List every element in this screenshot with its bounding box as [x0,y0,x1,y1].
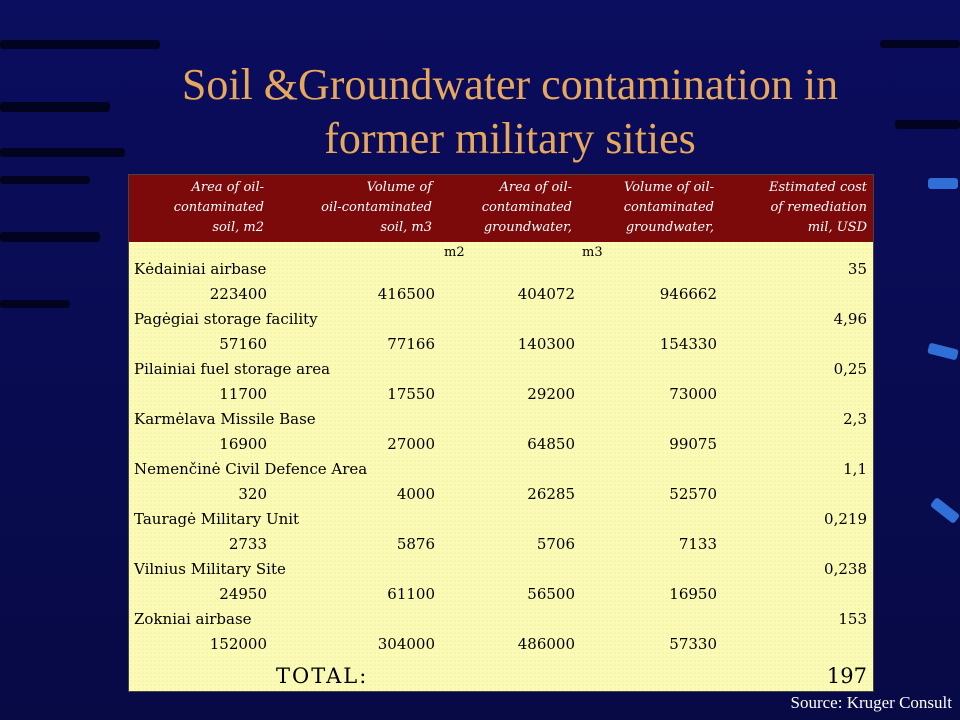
site-values-row [129,382,873,407]
table-cell: 7133 [678,535,717,553]
table-cell: 61100 [387,585,435,603]
table-cell: 304000 [377,635,435,653]
header-line: Estimated cost [769,180,867,195]
header-cell-remediation-cost [714,178,867,240]
table-cell: 404072 [517,285,575,303]
site-name-row [129,357,873,382]
decorative-stripe [0,40,160,49]
site-name-row [129,257,873,282]
table-cell: 57330 [669,635,717,653]
header-cell-soil-volume [264,178,432,240]
table-cell: 320 [238,485,267,503]
table-cell: 154330 [659,335,717,353]
decorative-stripe [0,176,90,184]
decorative-stripe [0,300,70,308]
site-name: Pagėgiai storage facility [134,310,318,328]
table-cell: 64850 [527,435,575,453]
table-cell: 99075 [669,435,717,453]
site-name: Nemenčinė Civil Defence Area [134,460,368,478]
table-cell: 27000 [387,435,435,453]
table-cell: 73000 [669,385,717,403]
header-line: mil, USD [807,220,867,235]
total-label: TOTAL: [276,664,369,688]
header-line: Area of oil- [191,180,264,195]
source-note: Source: Kruger Consult [790,693,952,712]
decorative-stripe [0,148,125,157]
decorative-stripe [880,40,960,48]
slide-title [110,58,910,166]
table-cell: 5706 [536,535,575,553]
table-cell: 24950 [219,585,267,603]
table-cell: 486000 [517,635,575,653]
table-cell: 140300 [517,335,575,353]
site-name: Zokniai airbase [134,610,252,628]
header-line: contaminated [623,200,714,215]
site-name-row [129,457,873,482]
remediation-cost: 1,1 [843,460,867,478]
decorative-stripe [0,232,100,242]
table-cell: 4000 [396,485,435,503]
site-name: Pilainiai fuel storage area [134,360,331,378]
header-line: Volume of oil- [623,180,714,195]
remediation-cost: 153 [838,610,867,628]
remediation-cost: 0,238 [824,560,867,578]
total-row [129,661,873,691]
header-line: Volume of [366,180,432,195]
site-values-row [129,532,873,557]
site-values-row [129,332,873,357]
header-cell-soil-area [129,178,264,240]
title-line-2: former military sities [324,114,696,163]
table-cell: 16900 [219,435,267,453]
header-line: contaminated [481,200,572,215]
table-cell: 223400 [209,285,267,303]
site-values-row [129,432,873,457]
site-values-row [129,632,873,657]
header-line: Area of oil- [499,180,572,195]
contamination-table [128,174,874,692]
table-cell: 416500 [377,285,435,303]
table-cell: 77166 [387,335,435,353]
site-name-row [129,407,873,432]
decorative-stripe [0,102,110,112]
site-name-row [129,557,873,582]
site-values-row [129,282,873,307]
remediation-cost: 0,219 [824,510,867,528]
decorative-mark [927,343,959,361]
table-cell: 5876 [396,535,435,553]
remediation-cost: 2,3 [843,410,867,428]
site-values-row [129,482,873,507]
unit-label-groundwater-volume: m3 [582,245,603,260]
header-cell-groundwater-volume [572,178,714,240]
remediation-cost: 0,25 [833,360,867,378]
table-cell: 16950 [669,585,717,603]
decorative-mark [930,497,960,524]
table-cell: 17550 [387,385,435,403]
table-cell: 52570 [669,485,717,503]
site-name: Kėdainiai airbase [134,260,267,278]
table-cell: 11700 [219,385,267,403]
remediation-cost: 4,96 [833,310,867,328]
site-name: Karmėlava Missile Base [134,410,316,428]
site-name: Vilnius Military Site [134,560,286,578]
site-name-row [129,607,873,632]
header-line: oil-contaminated [321,200,432,215]
header-line: contaminated [173,200,264,215]
header-line: of remediation [770,200,867,215]
table-cell: 57160 [219,335,267,353]
unit-label-groundwater-area: m2 [444,245,465,260]
table-cell: 946662 [659,285,717,303]
site-name: Tauragė Military Unit [134,510,300,528]
header-line: groundwater, [483,220,572,235]
table-cell: 2733 [228,535,267,553]
site-values-row [129,582,873,607]
header-line: soil, m2 [212,220,264,235]
header-cell-groundwater-area [432,178,572,240]
table-cell: 152000 [209,635,267,653]
decorative-mark [928,178,958,189]
table-cell: 56500 [527,585,575,603]
total-value: 197 [826,664,867,688]
site-name-row [129,307,873,332]
header-line: groundwater, [625,220,714,235]
site-name-row [129,507,873,532]
header-line: soil, m3 [380,220,432,235]
table-header [129,175,873,242]
table-cell: 26285 [527,485,575,503]
table-cell: 29200 [527,385,575,403]
title-line-1: Soil &Groundwater contamination in [181,60,839,109]
remediation-cost: 35 [847,260,867,278]
